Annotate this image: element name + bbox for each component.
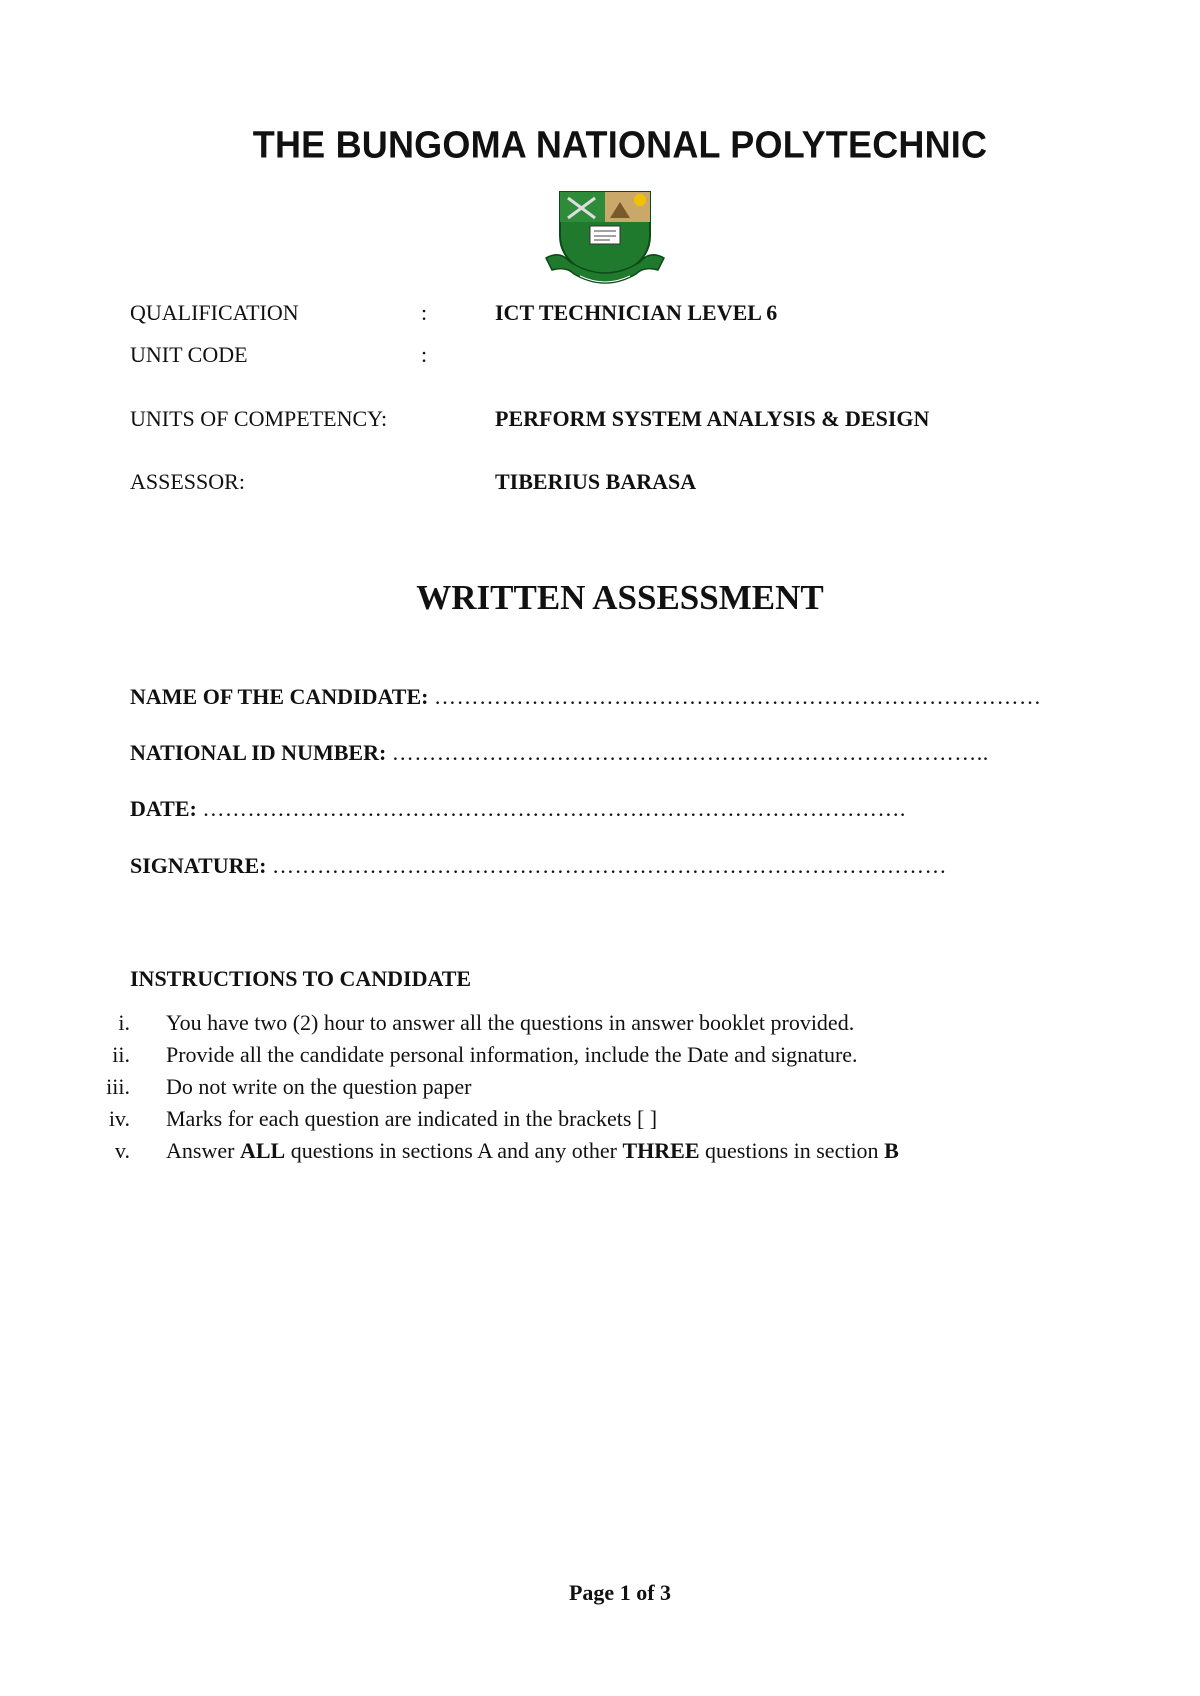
institution-title: THE BUNGOMA NATIONAL POLYTECHNIC <box>252 122 988 166</box>
page-number: Page 1 of 3 <box>568 1580 672 1605</box>
instruction-text-part: Answer <box>166 1138 240 1163</box>
instruction-number: v. <box>114 1138 130 1163</box>
instruction-text: You have two (2) hour to answer all the questions in answer booklet provided. <box>166 1010 855 1035</box>
instruction-text-part: questions in sections A and any other <box>285 1138 623 1163</box>
instruction-text: Do not write on the question paper <box>166 1074 472 1099</box>
qualification-label: QUALIFICATION <box>130 300 299 325</box>
signature-label: SIGNATURE: <box>130 853 267 878</box>
candidate-name-label: NAME OF THE CANDIDATE: <box>130 684 429 709</box>
signature-blank: ……………………………………………………………………………… <box>272 853 948 878</box>
date-field <box>130 796 1080 822</box>
assessor-value: TIBERIUS BARASA <box>495 469 697 494</box>
units-of-competency-label: UNITS OF COMPETENCY: <box>130 406 388 431</box>
institution-crest-icon <box>540 188 670 290</box>
date-blank: …………………………………………………………………………………. <box>202 796 906 821</box>
national-id-blank: …………………………………………………………………….. <box>391 740 989 765</box>
unit-code-label: UNIT CODE <box>130 342 248 367</box>
instruction-number: iii. <box>106 1074 130 1099</box>
qualification-colon: : <box>421 300 428 325</box>
instructions-title: INSTRUCTIONS TO CANDIDATE <box>130 966 472 991</box>
qualification-value: ICT TECHNICIAN LEVEL 6 <box>495 300 778 325</box>
instruction-number: ii. <box>112 1042 130 1067</box>
national-id-field <box>130 740 1080 766</box>
instruction-emphasis: B <box>884 1138 899 1163</box>
candidate-name-blank: ……………………………………………………………………… <box>433 684 1042 709</box>
instruction-number: i. <box>118 1010 130 1035</box>
instruction-emphasis: THREE <box>622 1138 700 1163</box>
units-of-competency-value: PERFORM SYSTEM ANALYSIS & DESIGN <box>495 406 930 431</box>
instruction-number: iv. <box>108 1106 130 1131</box>
instruction-text: Provide all the candidate personal information, include the Date and signature. <box>166 1042 858 1067</box>
instruction-text <box>166 1138 899 1164</box>
assessment-title: WRITTEN ASSESSMENT <box>416 578 824 617</box>
national-id-label: NATIONAL ID NUMBER: <box>130 740 387 765</box>
unit-code-colon: : <box>421 342 428 367</box>
instruction-text: Marks for each question are indicated in the brackets [ ] <box>166 1106 658 1131</box>
instruction-text-part: questions in section <box>699 1138 885 1163</box>
signature-field <box>130 853 1080 879</box>
date-label: DATE: <box>130 796 197 821</box>
assessor-label: ASSESSOR: <box>130 469 245 494</box>
candidate-name-field <box>130 684 1080 710</box>
instruction-emphasis: ALL <box>239 1138 286 1163</box>
